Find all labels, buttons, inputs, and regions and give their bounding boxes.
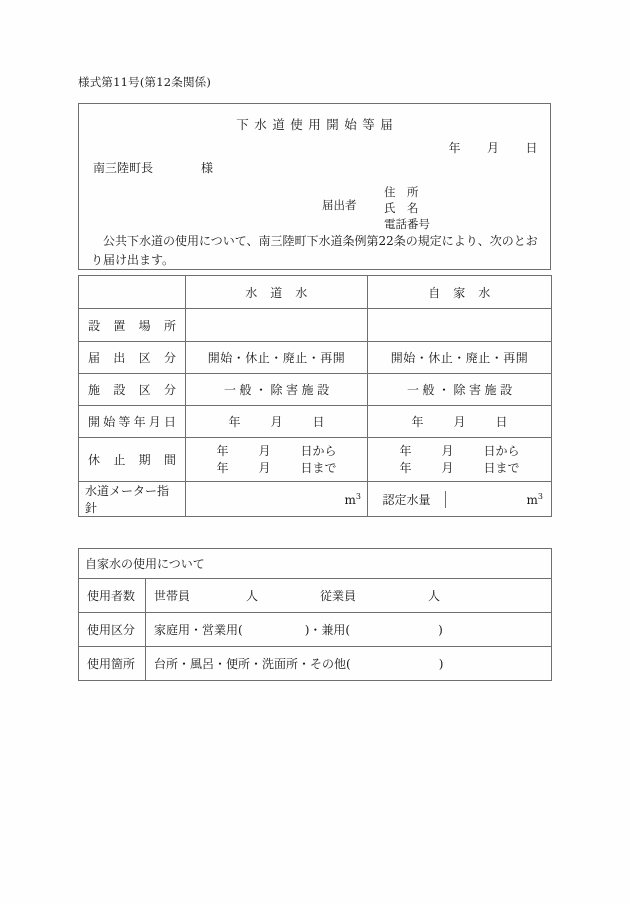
main-table [78,275,552,517]
declarant-name-label: 氏 名 [384,201,419,215]
table-row [79,342,552,374]
sub-table-header-row [79,549,552,579]
approved-volume-label: 認定水量 [368,491,446,508]
table-row [79,438,552,482]
period-from-suffix: 日から [483,443,520,458]
date-line [448,139,538,156]
ymd-day: 日 [312,415,325,429]
date-year-label: 年 [448,141,461,155]
ymd-month: 月 [270,415,283,429]
usage-category-options: 家庭用・営業用( [154,623,243,637]
row-label-usage-category: 使用区分 [79,613,146,647]
cell-install-place-ownwater[interactable] [368,309,552,342]
usage-place-other-close: ) [438,657,444,671]
row-label-usage-place: 使用箇所 [79,647,146,681]
own-water-usage-table [78,548,552,681]
own-water-usage-header: 自家水の使用について [79,549,552,579]
cell-facility-type-ownwater[interactable]: 一般・除害施設 [368,374,552,406]
addressee-name: 南三陸町長 [93,161,154,175]
period-from-month: 月 [441,443,454,458]
cell-notification-type-tapwater[interactable]: 開始・休止・廃止・再開 [186,342,368,374]
document-title: 下水道使用開始等届 [236,117,399,132]
cell-suspension-period-tapwater[interactable] [186,438,368,482]
ymd-year: 年 [228,415,241,429]
employees-unit: 人 [428,589,441,603]
header-blank-cell [79,276,186,309]
declarant-fields [384,184,430,232]
row-label-start-date: 開始等年月日 [79,406,186,438]
cell-facility-type-tapwater[interactable]: 一般・除害施設 [186,374,368,406]
cell-water-meter-reading-value[interactable] [186,482,368,517]
period-to-year: 年 [399,460,412,475]
ymd-day: 日 [495,415,508,429]
cell-approved-volume-value[interactable] [446,491,552,508]
period-to-month: 月 [258,460,271,475]
table-row-meter [79,482,552,517]
table-header-row [79,276,552,309]
period-from-suffix: 日から [300,443,337,458]
row-label-install-place: 設置場所 [79,309,186,342]
row-label-suspension-period: 休止期間 [79,438,186,482]
addressee [93,159,213,176]
period-to-suffix: 日まで [483,460,520,475]
cell-start-date-tapwater[interactable] [186,406,368,438]
table-row [79,579,552,613]
employees-label: 従業員 [320,589,357,603]
period-from-year: 年 [399,443,412,458]
household-members-unit: 人 [246,589,259,603]
statement-text: 公共下水道の使用について、南三陸町下水道条例第22条の規定により、次のとおり届け出ます。 [91,234,538,267]
period-from-month: 月 [258,443,271,458]
period-group [216,443,336,477]
table-row [79,647,552,681]
ymd-group [228,413,324,430]
declarant-label: 届出者 [322,198,357,212]
approved-volume-wrapper [368,482,552,517]
row-label-user-count: 使用者数 [79,579,146,613]
table-row [79,613,552,647]
usage-place-options: 台所・風呂・便所・洗面所・その他( [154,657,351,671]
period-to-year: 年 [216,460,229,475]
household-members-label: 世帯員 [154,589,191,603]
period-to-month: 月 [441,460,454,475]
table-row [79,309,552,342]
unit-exponent: 3 [355,491,361,501]
unit-cubic-meter: m [526,492,538,507]
header-ownwater-cell: 自 家 水 [368,276,552,309]
period-to-suffix: 日まで [300,460,337,475]
row-label-facility-type: 施設区分 [79,374,186,406]
declarant-phone-label: 電話番号 [384,217,430,231]
addressee-honorific: 様 [201,161,214,175]
usage-category-business-close: )・兼用( [304,623,351,637]
row-label-water-meter-reading: 水道メーター指針 [79,482,186,517]
cell-notification-type-ownwater[interactable]: 開始・休止・廃止・再開 [368,342,552,374]
period-from-year: 年 [216,443,229,458]
date-day-label: 日 [525,141,538,155]
table-row [79,406,552,438]
table-row [79,374,552,406]
cell-suspension-period-ownwater[interactable] [368,438,552,482]
cell-start-date-ownwater[interactable] [368,406,552,438]
cell-usage-place[interactable] [146,647,552,681]
unit-cubic-meter: m [344,492,356,507]
declarant-address-label: 住 所 [384,185,419,199]
period-group [399,443,519,477]
header-box [78,103,551,270]
ymd-month: 月 [453,415,466,429]
cell-user-count[interactable] [146,579,552,613]
cell-usage-category[interactable] [146,613,552,647]
form-number: 様式第11号(第12条関係) [78,75,212,89]
cell-install-place-tapwater[interactable] [186,309,368,342]
date-month-label: 月 [486,141,500,155]
usage-category-combined-close: ) [438,623,443,637]
row-label-notification-type: 届出区分 [79,342,186,374]
ymd-group [411,413,507,430]
header-tapwater-cell: 水 道 水 [186,276,368,309]
unit-exponent: 3 [537,491,543,501]
ymd-year: 年 [411,415,424,429]
